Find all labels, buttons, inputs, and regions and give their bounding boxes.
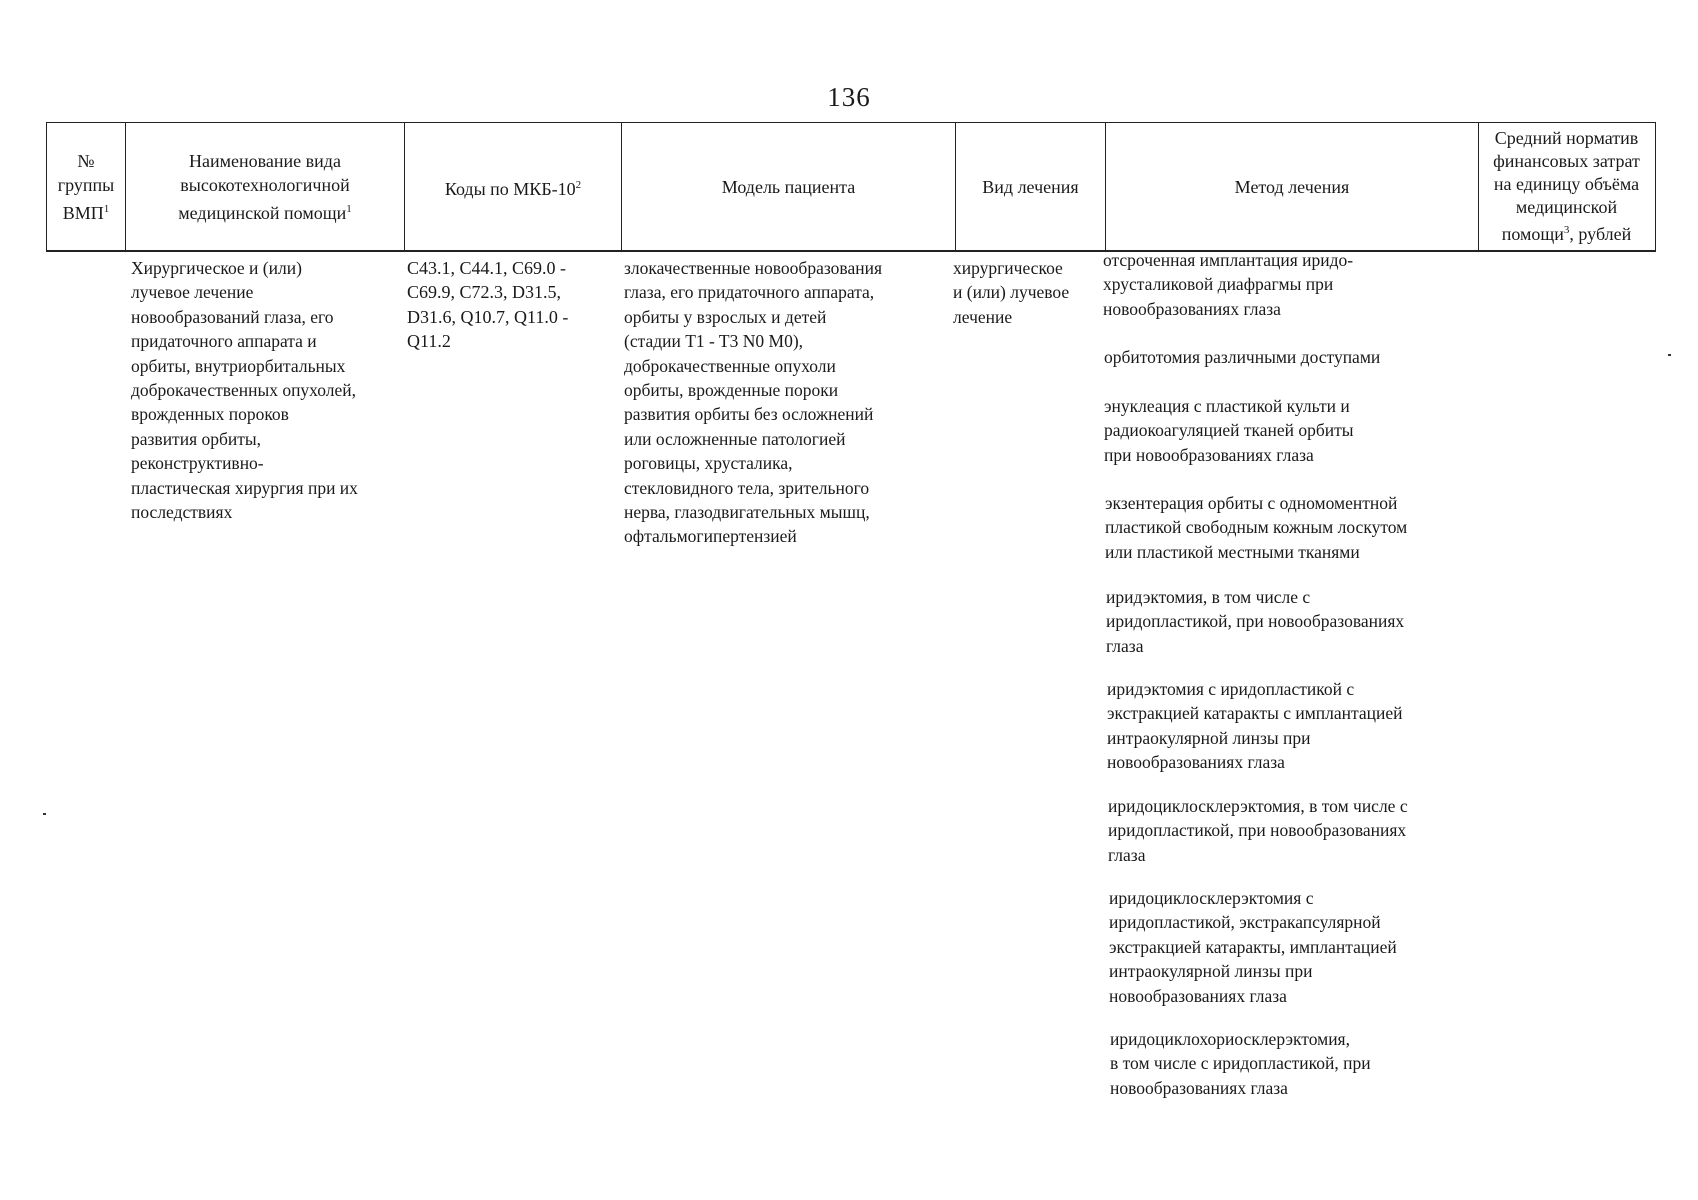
text-line: орбиты, внутриорбитальных xyxy=(131,355,346,376)
header-icd-codes-text: Коды по МКБ-10 xyxy=(444,178,576,199)
method-item xyxy=(1110,1027,1371,1100)
text-line: реконструктивно- xyxy=(131,453,264,474)
header-group-number-line3: ВМП xyxy=(62,202,104,223)
text-line: иридоциклосклерэктомия с xyxy=(1109,888,1314,908)
text-line: экстракцией катаракты, имплантацией xyxy=(1109,936,1397,957)
scan-speck xyxy=(1668,354,1671,356)
header-treatment-type: Вид лечения xyxy=(955,123,1105,250)
text-line: пластикой свободным кожным лоскутом xyxy=(1105,517,1408,538)
text-line: новообразованиях глаза xyxy=(1103,298,1281,319)
cell-care-type-name xyxy=(131,256,421,524)
header-care-type-name-text: Наименование вида высокотехнологичной медицинской помощи xyxy=(178,150,350,223)
text-line: офтальмогипертензией xyxy=(624,526,797,547)
text-line: роговицы, хрусталика, xyxy=(624,453,793,474)
text-line: доброкачественных опухолей, xyxy=(131,380,357,401)
footnote-mark: 1 xyxy=(346,202,352,215)
text-line: энуклеация с пластикой культи и xyxy=(1104,396,1350,416)
text-line: иридэктомия, в том числе с xyxy=(1106,587,1311,607)
text-line: глаза, его придаточного аппарата, xyxy=(624,282,875,303)
header-icd-codes xyxy=(404,123,621,250)
text-line: лучевое лечение xyxy=(131,282,254,303)
text-line: Хирургическое и (или) xyxy=(131,258,302,278)
text-line: орбиты у взрослых и детей xyxy=(624,306,827,327)
text-line: хирургическое xyxy=(953,258,1063,278)
text-line: новообразованиях глаза xyxy=(1110,1077,1288,1098)
text-line: развития орбиты без осложнений xyxy=(624,404,874,425)
method-item xyxy=(1107,677,1403,775)
footnote-mark: 1 xyxy=(103,202,110,215)
method-item xyxy=(1106,585,1404,658)
text-line: орбиты, врожденные пороки xyxy=(624,380,839,401)
text-line: доброкачественные опухоли xyxy=(624,355,836,376)
method-item xyxy=(1108,794,1408,867)
text-line: иридопластикой, при новообразованиях xyxy=(1108,820,1407,841)
footnote-mark: 3 xyxy=(1563,224,1570,236)
text-line: иридопластикой, при новообразованиях xyxy=(1106,611,1405,632)
text-line: придаточного аппарата и xyxy=(131,331,317,352)
text-line: D31.6, Q10.7, Q11.0 - xyxy=(407,306,569,327)
table-header xyxy=(46,122,1656,252)
header-group-number-line2: группы xyxy=(57,174,115,195)
text-line: в том числе с иридопластикой, при xyxy=(1110,1053,1371,1074)
text-line: новообразованиях глаза xyxy=(1109,985,1287,1006)
cell-icd-codes xyxy=(407,256,607,354)
header-treatment-method: Метод лечения xyxy=(1105,123,1478,250)
text-line: экстракцией катаракты с имплантацией xyxy=(1107,703,1403,724)
text-line: орбитотомия различными доступами xyxy=(1104,347,1381,367)
text-line: или осложненные патологией xyxy=(624,428,846,449)
header-group-number-line1: № xyxy=(77,150,95,171)
text-line: иридоциклосклерэктомия, в том числе с xyxy=(1108,796,1408,816)
text-line: Q11.2 xyxy=(407,331,451,352)
text-line: нерва, глазодвигательных мышц, xyxy=(624,502,870,523)
header-group-number xyxy=(47,123,125,250)
text-line: интраокулярной линзы при xyxy=(1109,961,1313,982)
page-number: 136 xyxy=(827,82,871,112)
text-line: врожденных пороков xyxy=(131,404,289,425)
text-line: C69.9, C72.3, D31.5, xyxy=(407,282,562,303)
text-line: иридэктомия с иридопластикой с xyxy=(1107,679,1355,699)
text-line: новообразований глаза, его xyxy=(131,306,334,327)
header-average-cost xyxy=(1478,123,1654,250)
text-line: лечение xyxy=(953,306,1013,327)
text-line: хрусталиковой диафрагмы при xyxy=(1103,274,1334,295)
method-item xyxy=(1104,394,1354,467)
cell-treatment-type xyxy=(953,256,1113,329)
text-line: при новообразованиях глаза xyxy=(1104,444,1314,465)
text-line: C43.1, C44.1, C69.0 - xyxy=(407,258,567,278)
text-line: иридопластикой, экстракапсулярной xyxy=(1109,912,1381,933)
text-line: злокачественные новообразования xyxy=(624,258,882,278)
header-average-cost-unit: , рублей xyxy=(1569,224,1632,244)
text-line: пластическая хирургия при их xyxy=(131,477,358,498)
text-line: или пластикой местными тканями xyxy=(1105,541,1360,562)
text-line: экзентерация орбиты с одномоментной xyxy=(1105,493,1398,513)
method-item xyxy=(1103,248,1353,321)
header-patient-model: Модель пациента xyxy=(621,123,955,250)
text-line: отсроченная имплантация иридо- xyxy=(1103,250,1354,270)
scan-speck xyxy=(43,813,46,815)
footnote-mark: 2 xyxy=(575,178,582,191)
text-line: последствиях xyxy=(131,502,233,523)
header-care-type-name xyxy=(125,123,404,250)
text-line: интраокулярной линзы при xyxy=(1107,727,1311,748)
text-line: и (или) лучевое xyxy=(953,282,1070,303)
method-item xyxy=(1104,345,1380,369)
text-line: стекловидного тела, зрительного xyxy=(624,477,870,498)
method-item xyxy=(1105,491,1407,564)
text-line: иридоциклохориосклерэктомия, xyxy=(1110,1029,1350,1049)
text-line: новообразованиях глаза xyxy=(1107,752,1285,773)
method-item xyxy=(1109,886,1397,1008)
text-line: глаза xyxy=(1108,844,1146,865)
text-line: (стадии T1 - T3 N0 M0), xyxy=(624,331,804,352)
text-line: глаза xyxy=(1106,635,1144,656)
header-average-cost-text: Средний норматив финансовых затрат на единицу объёма медицинской помощи xyxy=(1493,128,1640,244)
cell-patient-model xyxy=(624,256,954,549)
text-line: развития орбиты, xyxy=(131,428,262,449)
text-line: радиокоагуляцией тканей орбиты xyxy=(1104,420,1354,441)
